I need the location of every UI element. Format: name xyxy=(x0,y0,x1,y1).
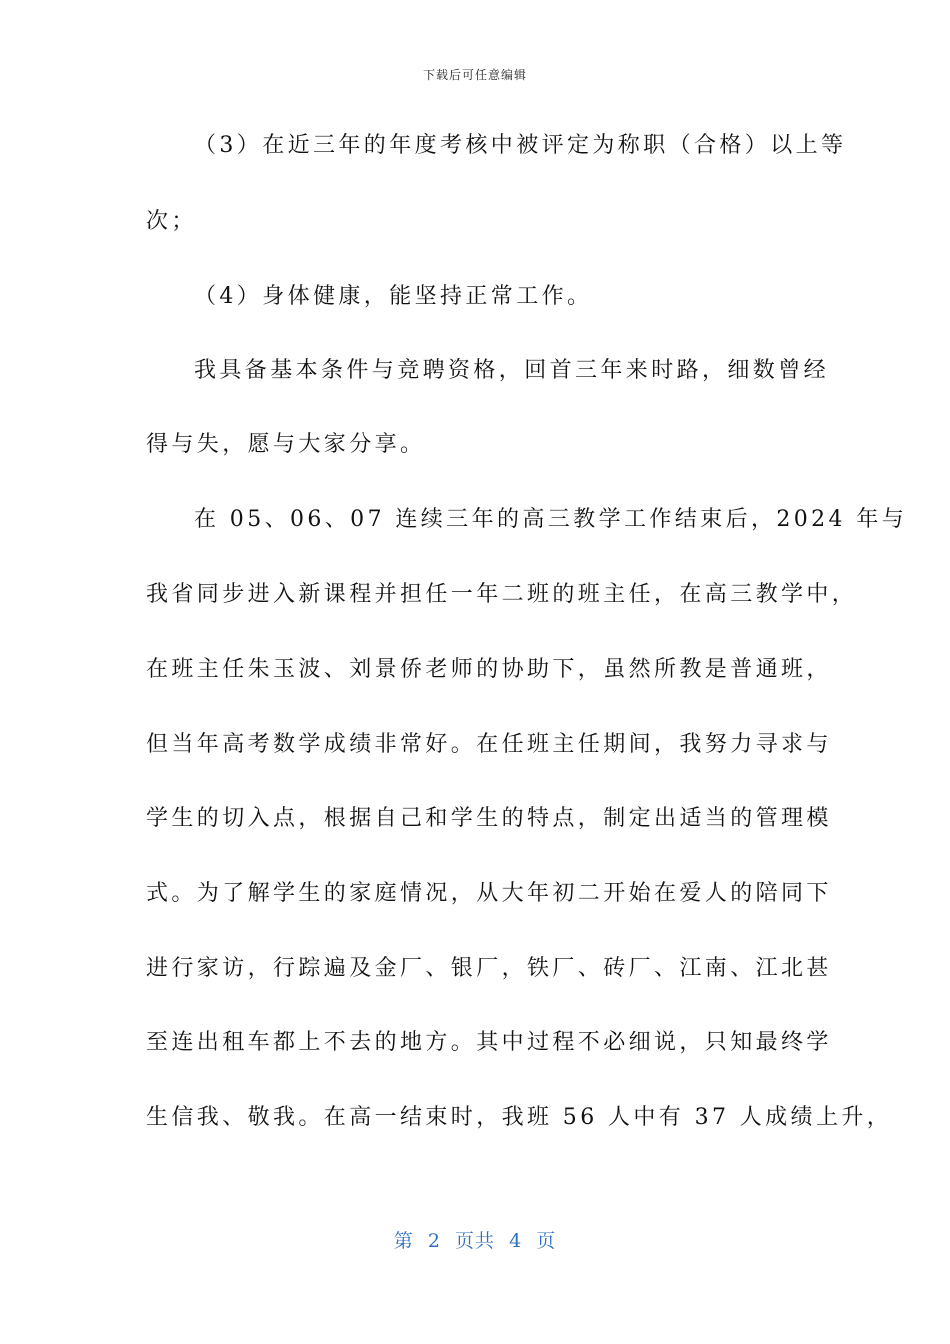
page-number-footer: 第 2 页共 4 页 xyxy=(393,1230,557,1252)
text-line: 在 05、06、07 连续三年的高三教学工作结束后，2024 年与 xyxy=(194,507,908,532)
text-line: 生信我、敬我。在高一结束时，我班 56 人中有 37 人成绩上升， xyxy=(146,1105,893,1130)
text-line: 式。为了解学生的家庭情况，从大年初二开始在爱人的陪同下 xyxy=(146,881,832,906)
text-line: 在班主任朱玉波、刘景侨老师的协助下，虽然所教是普通班， xyxy=(146,657,832,682)
text-line: 但当年高考数学成绩非常好。在任班主任期间，我努力寻求与 xyxy=(146,732,832,757)
text-line: 得与失，愿与大家分享。 xyxy=(146,432,426,457)
text-line: 学生的切入点，根据自己和学生的特点，制定出适当的管理模 xyxy=(146,806,832,831)
page-header: 下载后可任意编辑 xyxy=(422,68,527,82)
text-line: （4）身体健康，能坚持正常工作。 xyxy=(194,284,593,309)
text-line: 进行家访，行踪遍及金厂、银厂，铁厂、砖厂、江南、江北甚 xyxy=(146,956,832,981)
text-line: 我省同步进入新课程并担任一年二班的班主任，在高三教学中， xyxy=(146,582,858,607)
text-line: 至连出租车都上不去的地方。其中过程不必细说，只知最终学 xyxy=(146,1030,832,1055)
text-line: 我具备基本条件与竞聘资格，回首三年来时路，细数曾经 xyxy=(194,358,830,383)
text-line: 次； xyxy=(146,209,197,234)
text-line: （3）在近三年的年度考核中被评定为称职（合格）以上等 xyxy=(194,133,847,158)
